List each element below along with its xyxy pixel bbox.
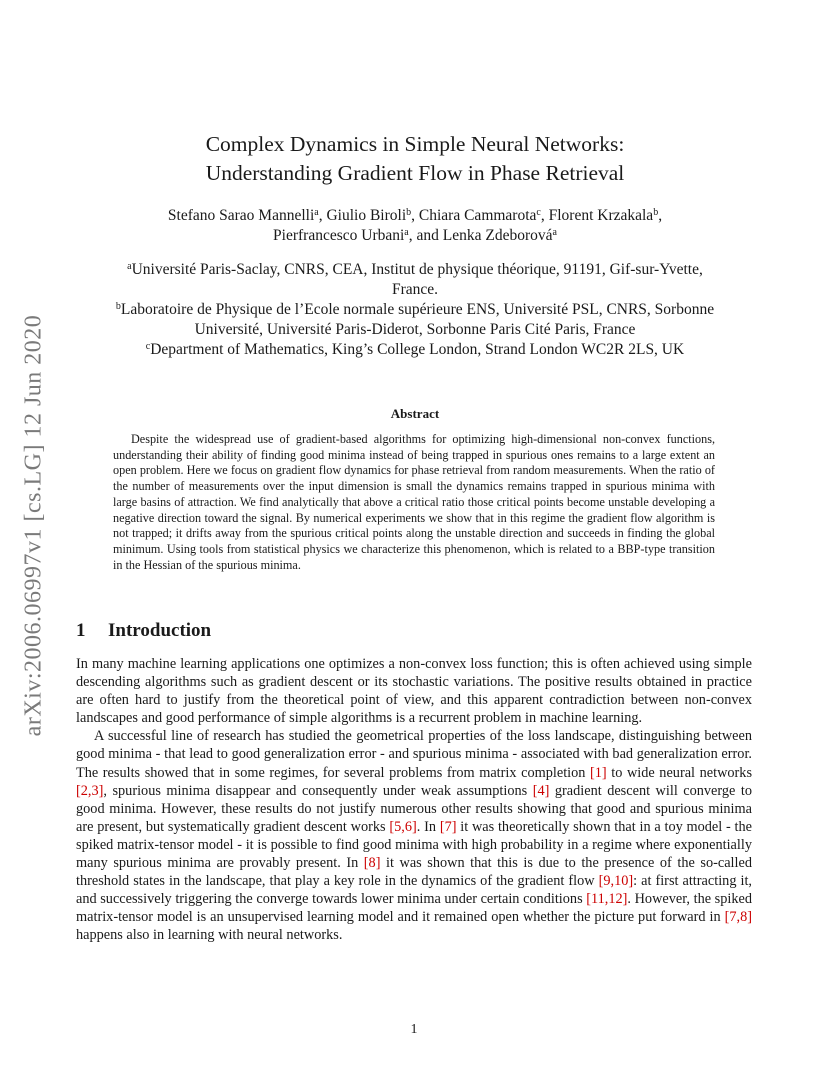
author-separator: , (318, 207, 327, 224)
paragraph-text-segment: happens also in learning with neural networks. (76, 927, 343, 944)
affiliation-text: Department of Mathematics, King’s College London, Strand London WC2R 2LS, UK (150, 341, 685, 358)
citation-link[interactable]: [2,3] (76, 782, 104, 799)
author-affiliation-mark: a (552, 227, 557, 238)
abstract-body (113, 432, 715, 573)
affiliation-a-continued: France. (391, 281, 439, 298)
citation-link[interactable]: [11,12] (586, 891, 628, 908)
affiliation-mark: c (145, 341, 151, 352)
author-name: Stefano Sarao Mannelli (167, 207, 315, 224)
paragraph-text-segment: it was shown that this is due to the presence of the so-called threshold states in the landscape, that play a key role in the dynamics of the gradient flow (76, 855, 752, 890)
author-separator: , and (408, 227, 443, 244)
title-line-2: Understanding Gradient Flow in Phase Retrieval (205, 161, 625, 185)
paragraph-text-segment: it was theoretically shown that in a toy model - the spiked matrix-tensor model - it is possible to find good minima with high probability in a regime where exponentially many spurious minima are provably present. In (76, 818, 752, 872)
affiliation-text: Université Paris-Saclay, CNRS, CEA, Institut de physique théorique, 91191, Gif-sur-Yvette, (131, 261, 703, 278)
author-name: Lenka Zdeborová (442, 227, 553, 244)
affiliation-b (75, 300, 755, 320)
author-name: Giulio Biroli (326, 207, 407, 224)
author-affiliation-mark: b (653, 207, 659, 218)
citation-link[interactable]: [7] (439, 818, 457, 835)
section-title: Introduction (108, 620, 212, 641)
affiliation-mark: a (127, 261, 132, 272)
affiliation-b-continued: Université, Université Paris-Diderot, Sorbonne Paris Cité Paris, France (194, 321, 636, 338)
author-name: Chiara Cammarota (418, 207, 537, 224)
author-affiliation-mark: a (404, 227, 409, 238)
author-name: Florent Krzakala (548, 207, 654, 224)
author-separator: , (658, 207, 663, 224)
author-affiliation-mark: a (314, 207, 319, 218)
citation-link[interactable]: [4] (532, 782, 550, 799)
author-affiliation-mark: c (536, 207, 541, 218)
paragraph-text-segment: . However, the spiked matrix-tensor model is an unsupervised learning model and it remained open whether the picture put forward in (76, 891, 753, 926)
body-text (76, 655, 752, 945)
abstract-text: Despite the widespread use of gradient-based algorithms for optimizing high-dimensional non-convex functions, understanding their ability of finding good minima instead of being trapped in spurious ones remains to a large extent an open problem. Here we focus on gradient flow dynamics for phase retrieval from random measurements. When the ratio of the number of measurements over the input dimension is small the dynamics remains trapped in spurious minima with large basins of attraction. We find analytically that above a critical ratio those critical points become unstable developing a negative direction toward the signal. By numerical experiments we show that in this regime the gradient flow algorithm is not trapped; it drifts away from the spurious critical points along the unstable direction and succeeds in finding the global minimum. Using tools from statistical physics we characterize this phenomenon, which is related to a BBP-type transition in the Hessian of the spurious minima. (113, 432, 715, 572)
arxiv-identifier-stamp (14, 290, 54, 760)
citation-link[interactable]: [5,6] (389, 818, 417, 835)
affiliation-mark: b (115, 301, 121, 312)
abstract-heading: Abstract (390, 406, 440, 421)
citation-link[interactable]: [8] (363, 855, 381, 872)
affiliation-c (75, 340, 755, 360)
author-affiliation-mark: b (406, 207, 412, 218)
author-name: Pierfrancesco Urbani (273, 227, 405, 244)
paragraph-text-segment: : at first attracting it, and successively triggering the converge towards lower minima under certain conditions (76, 873, 752, 908)
affiliation-text: Laboratoire de Physique de l’Ecole normale supérieure ENS, Université PSL, CNRS, Sorbonne (120, 301, 715, 318)
paragraph-text-segment: gradient descent will converge to good minima. However, these results do not justify numerous other results showing that good and spurious minima are present, but systematically gradient descent works (76, 782, 752, 835)
author-separator: , (540, 207, 549, 224)
affiliation-list (75, 260, 755, 360)
section-number: 1 (76, 620, 86, 641)
paragraph-2 (76, 727, 752, 944)
arxiv-stamp-text: arXiv:2006.06997v1 [cs.LG] 12 Jun 2020 (20, 314, 47, 736)
citation-link[interactable]: [1] (590, 764, 607, 781)
paragraph-1: In many machine learning applications one optimizes a non-convex loss function; this is often achieved using simple descending algorithms such as gradient descent or its stochastic variations. The positive results obtained in practice are often hard to justify from the theoretical point of view, and this apparent contradiction between non-convex landscapes and good performance of simple algorithms is a recurrent problem in machine learning. (76, 656, 752, 727)
title-line-1: Complex Dynamics in Simple Neural Networks: (205, 132, 625, 156)
affiliation-a (75, 260, 755, 280)
paragraph-text-segment: to wide neural networks (606, 764, 753, 781)
author-list (90, 206, 740, 246)
page-number: 1 (410, 1022, 418, 1037)
paper-title (90, 130, 740, 188)
paragraph-text-segment: . In (416, 818, 440, 835)
paragraph-text-segment: A successful line of research has studied the geometrical properties of the loss landscape, distinguishing between good minima - that lead to good generalization error - and spurious minima - associated with bad generalization error. The results showed that in some regimes, for several problems from matrix completion (76, 728, 752, 781)
paragraph-text-segment: , spurious minima disappear and consequently under weak assumptions (103, 782, 533, 799)
section-heading (76, 619, 476, 643)
citation-link[interactable]: [9,10] (598, 873, 634, 890)
citation-link[interactable]: [7,8] (724, 909, 752, 926)
author-separator: , (411, 207, 419, 224)
